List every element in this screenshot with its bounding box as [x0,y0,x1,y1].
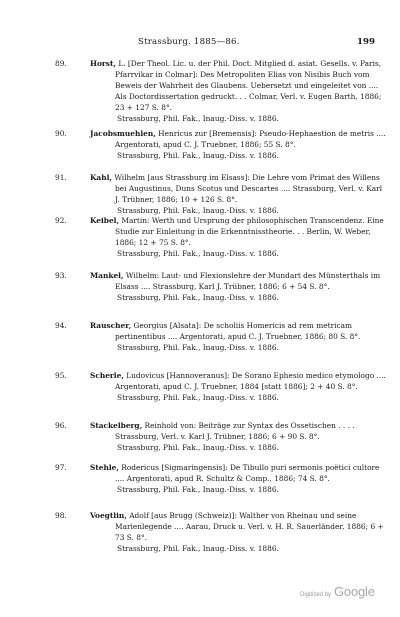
dissertation-note: Strassburg, Phil. Fak., Inaug.-Diss. v. 1886. [117,544,279,553]
author-name: Voegtlin, [90,511,127,520]
entry-number: 97. [55,463,67,472]
entry-text: Rodericus [Sigmaringensis]: De Tibullo puri sermonis poëtici cultore .... Argentorati, apud R. Schultz & Comp., 1886; 74 S. 8°. [115,463,380,483]
dissertation-note: Strassburg, Phil. Fak., Inaug.-Diss. v. 1886. [117,206,279,215]
dissertation-note: Strassburg, Phil. Fak., Inaug.-Diss. v. 1886. [117,249,279,258]
entry-text: Wilhelm: Laut- und Flexionslehre der Mundart des Münsterthals im Elsass .... Strassburg, Karl J. Trübner, 1886; 6 + 54 S. 8°. [115,271,381,291]
author-name: Stackelberg, [90,421,143,430]
header-title: Strassburg. 1885—86. [138,37,240,47]
dissertation-note: Strassburg, Phil. Fak., Inaug.-Diss. v. 1886. [117,343,279,352]
entry-text: Wilhelm [aus Strassburg im Elsass]: Die Lehre vom Primat des Willens bei Augustinus, Duns Scotus und Descartes .... Strassburg, Verl. v. Karl J. Trübner, 1886; 10 + 126 S. 8°. [111,173,383,204]
author-name: Horst, [90,59,116,68]
entry-number: 93. [55,271,67,280]
entry-number: 96. [55,421,67,430]
entry-body [90,462,387,495]
author-name: Jacobsmuehlen, [90,129,156,138]
dissertation-note: Strassburg, Phil. Fak., Inaug.-Diss. v. 1886. [117,485,279,494]
entry-body [90,215,387,259]
entry-body [90,370,387,403]
dissertation-note: Strassburg, Phil. Fak., Inaug.-Diss. v. 1886. [117,114,279,123]
entry-body [90,58,387,124]
digitized-watermark [300,584,375,599]
author-name: Keibel, [90,216,120,225]
entry-number: 95. [55,371,67,380]
entry-text: L. [Der Theol. Lic. u. der Phil. Doct. Mitglied d. asiat. Gesells. v. Paris, Pfarrvikar in Colmar]: Des Metropoliten Elias von Nisibis Buch vom Beweis der Wahrheit des Glaubens. Uebersetzt und eingeleitet von .... Als Doctordissertation gedruckt. . . Colmar, Verl. v. Eugen Barth, 1886; 23 + 127 S. 8°. [115,59,382,112]
entry-text: Martin: Werth und Ursprung der philosophischen Transcendenz. Eine Studie zur Einleitung in die Erkenntnisstheorie. . . Berlin, W. Weber, 1886; 12 + 75 S. 8°. [115,216,384,247]
entry-number: 92. [55,216,67,225]
entry-number: 91. [55,173,67,182]
entry-text: Ludovicus [Hannoveranus]: De Sorano Ephesio medico etymologo .... Argentorati, apud C. J. Truebner, 1884 [statt 1886]; 2 + 40 S. 8°. [115,371,386,391]
entry-body [90,420,387,453]
entry-number: 89. [55,59,67,68]
google-logo: Google [334,584,375,599]
entry-text: Georgius [Alsata]: De scholiis Homericis ad rem metricam pertinentibus .... Argentorati, apud C. J. Truebner, 1886; 80 S. 8°. [115,321,361,341]
entry-body [90,270,387,303]
author-name: Scherle, [90,371,124,380]
entry-body [90,172,387,216]
entry-text: Reinhold von: Beiträge zur Syntax des Ossetischen . . . . Strassburg, Verl. v. Karl J. Trübner, 1886; 6 + 90 S. 8°. [115,421,355,441]
dissertation-note: Strassburg, Phil. Fak., Inaug.-Diss. v. 1886. [117,443,279,452]
entry-number: 90. [55,129,67,138]
author-name: Mankel, [90,271,124,280]
entry-body [90,320,387,353]
author-name: Kahl, [90,173,112,182]
entry-body [90,128,387,161]
dissertation-note: Strassburg, Phil. Fak., Inaug.-Diss. v. 1886. [117,393,279,402]
entry-number: 94. [55,321,67,330]
author-name: Stehle, [90,463,119,472]
entry-body [90,510,387,554]
author-name: Rauscher, [90,321,132,330]
running-header [0,37,400,51]
page-number: 199 [357,37,375,47]
entry-number: 98. [55,511,67,520]
dissertation-note: Strassburg, Phil. Fak., Inaug.-Diss. v. 1886. [117,293,279,302]
entry-text: Adolf [aus Brugg (Schweiz)]: Walther von Rheinau und seine Marienlegende .... Aarau, Druck u. Verl. v. H. R. Sauerländer, 1886; 6 + 73 S. 8°. [115,511,384,542]
dissertation-note: Strassburg, Phil. Fak., Inaug.-Diss. v. 1886. [117,151,279,160]
watermark-prefix: Digitized by [300,592,332,598]
entry-text: Henricus zur [Bremensis]: Pseudo-Hephaestion de metris .... Argentorati, apud C. J. Truebner, 1886; 55 S. 8°. [115,129,386,149]
